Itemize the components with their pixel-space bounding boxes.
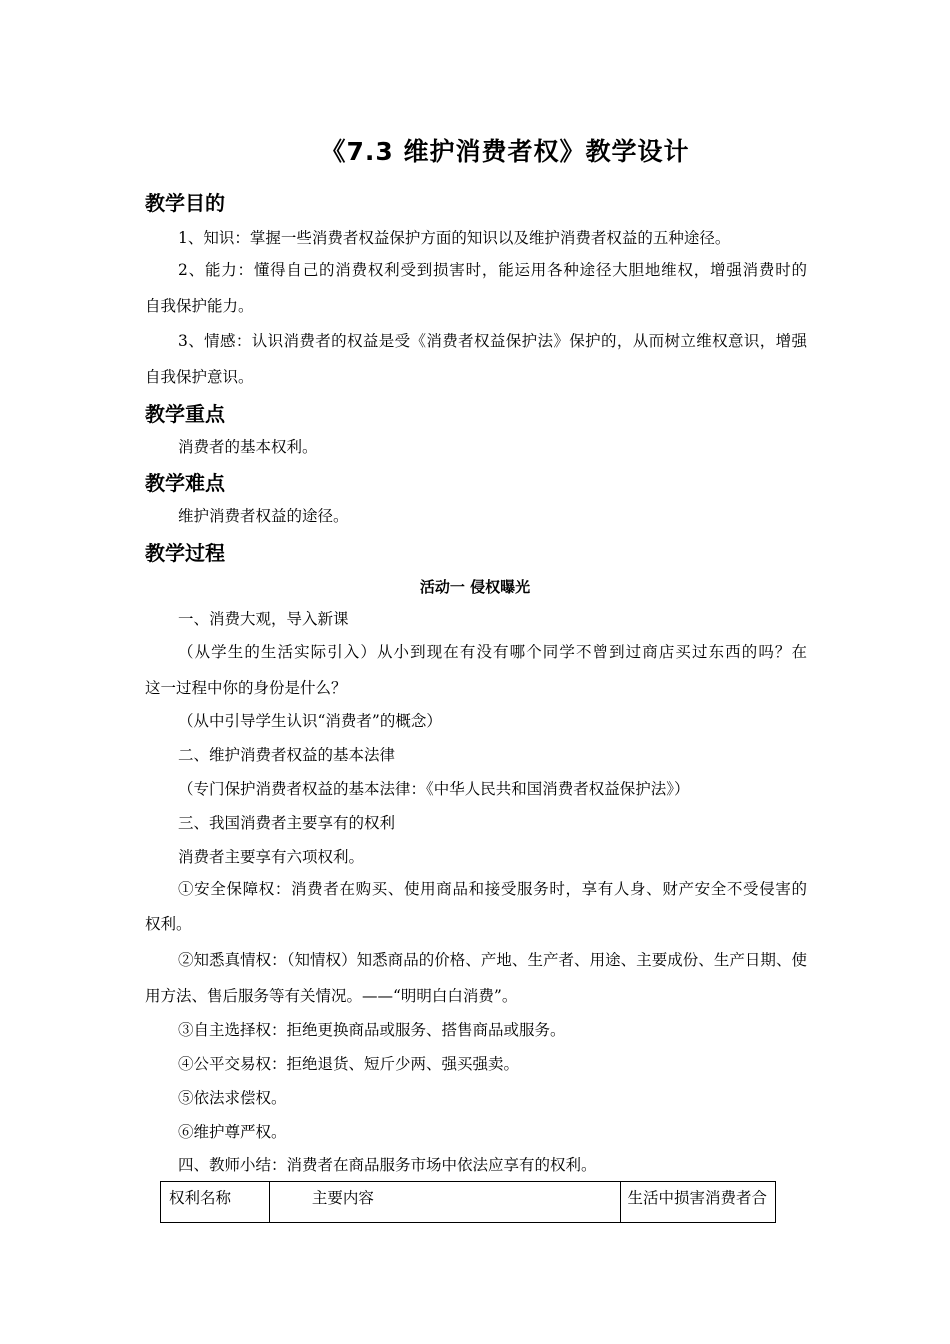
objective-2-line1: 2、能力：懂得自己的消费权利受到损害时，能运用各种途径大胆地维权，增强消费时的 (178, 261, 807, 279)
table-header-cell: 主要内容 (269, 1182, 621, 1223)
table-header-cell: 生活中损害消费者合 (621, 1182, 776, 1223)
process-line: 消费者主要享有六项权利。 (178, 848, 365, 866)
heading-key-point: 教学重点 (145, 402, 225, 426)
process-line: ①安全保障权：消费者在购买、使用商品和接受服务时，享有人身、财产安全不受侵害的 (178, 880, 807, 898)
key-point-text: 消费者的基本权利。 (178, 438, 318, 456)
heading-process: 教学过程 (145, 541, 225, 565)
heading-objectives: 教学目的 (145, 191, 225, 215)
process-line: 这一过程中你的身份是什么？ (145, 679, 347, 697)
process-line: ②知悉真情权：（知情权）知悉商品的价格、产地、生产者、用途、主要成份、生产日期、使 (178, 951, 807, 969)
process-line: 用方法、售后服务等有关情况。——“明明白白消费”。 (145, 987, 518, 1005)
process-line: 四、教师小结：消费者在商品服务市场中依法应享有的权利。 (178, 1156, 597, 1174)
process-line: 二、维护消费者权益的基本法律 (178, 746, 396, 764)
process-line: ⑥维护尊严权。 (178, 1123, 287, 1141)
difficulty-text: 维护消费者权益的途径。 (178, 507, 349, 525)
page-title: 《7.3 维护消费者权》教学设计 (320, 137, 690, 166)
heading-difficulty: 教学难点 (145, 471, 225, 495)
process-line: （从中引导学生认识“消费者”的概念） (178, 712, 442, 730)
objective-3-line2: 自我保护意识。 (145, 368, 254, 386)
process-line: ③自主选择权：拒绝更换商品或服务、搭售商品或服务。 (178, 1021, 566, 1039)
process-line: ⑤依法求偿权。 (178, 1089, 287, 1107)
process-line: 三、我国消费者主要享有的权利 (178, 814, 396, 832)
process-line: 权利。 (145, 915, 192, 933)
process-line: （从学生的生活实际引入）从小到现在有没有哪个同学不曾到过商店买过东西的吗？在 (178, 643, 807, 661)
objective-1: 1、知识：掌握一些消费者权益保护方面的知识以及维护消费者权益的五种途径。 (178, 229, 731, 247)
table-header-cell: 权利名称 (161, 1182, 270, 1223)
process-line: ④公平交易权：拒绝退货、短斤少两、强买强卖。 (178, 1055, 520, 1073)
process-line: （专门保护消费者权益的基本法律：《中华人民共和国消费者权益保护法》） (178, 780, 690, 798)
objective-3-line1: 3、情感：认识消费者的权益是受《消费者权益保护法》保护的，从而树立维权意识，增强 (178, 332, 807, 350)
table-header-row (161, 1182, 776, 1223)
rights-table (160, 1181, 776, 1223)
process-line: 一、消费大观，导入新课 (178, 610, 349, 628)
objective-2-line2: 自我保护能力。 (145, 297, 254, 315)
activity-title: 活动一 侵权曝光 (419, 578, 531, 596)
